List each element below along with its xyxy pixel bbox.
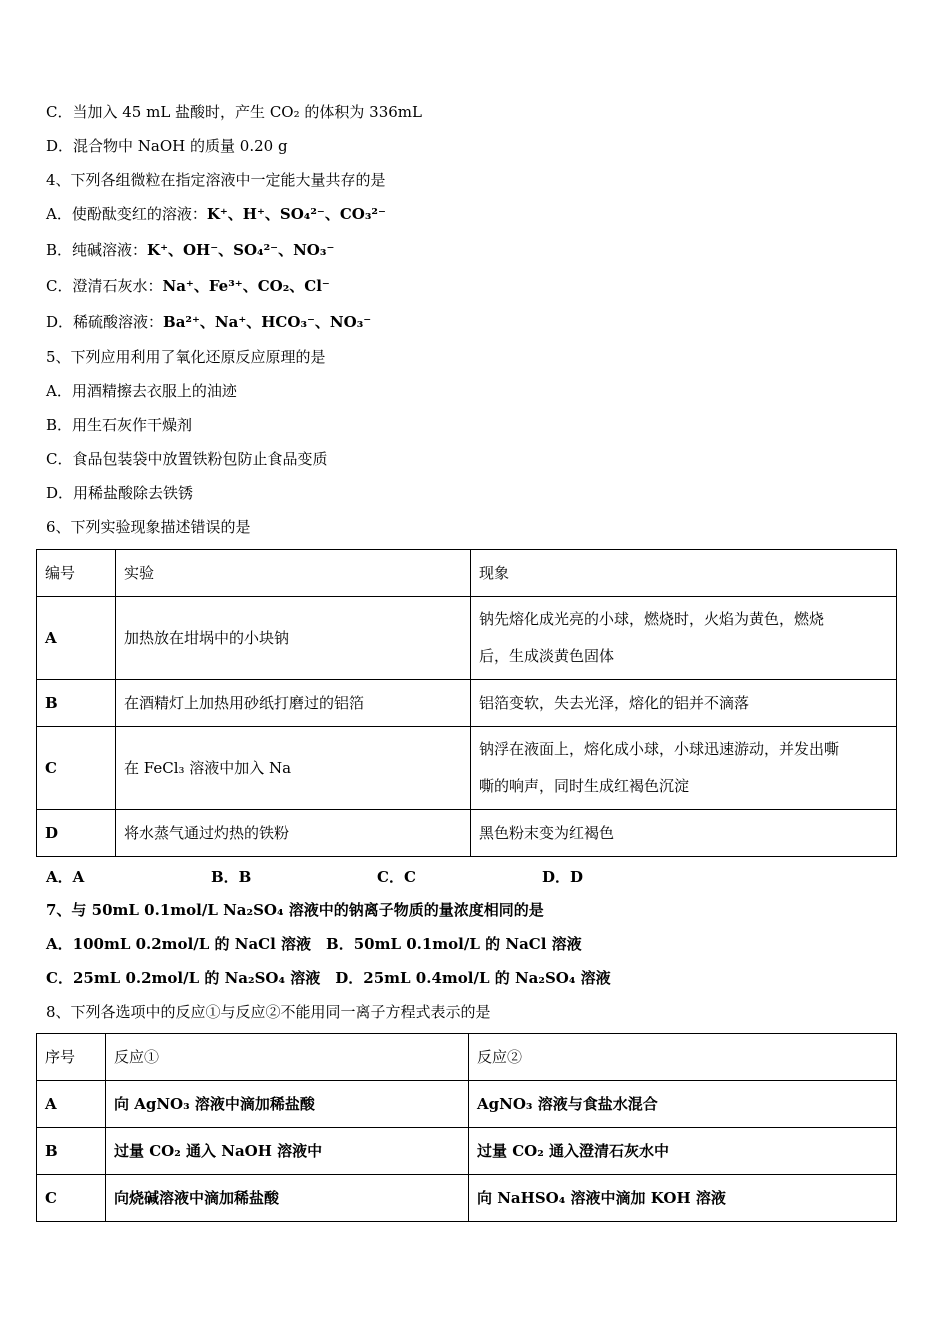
table-row xyxy=(37,810,897,857)
option-label: A．使酚酞变红的溶液： xyxy=(46,205,207,223)
answer-option-c: C．C xyxy=(377,868,416,886)
question-5: 5、下列应用利用了氧化还原反应原理的是 xyxy=(46,348,326,366)
answer-option-b: B．B xyxy=(211,868,252,886)
table-header-row xyxy=(37,1034,897,1081)
table-row xyxy=(37,1175,897,1222)
row-id: A xyxy=(37,1081,106,1128)
header-cell: 实验 xyxy=(116,550,471,597)
experiment-cell: 加热放在坩埚中的小块钠 xyxy=(116,597,471,680)
question-7: 7、与 50mL 0.1mol/L Na₂SO₄ 溶液中的钠离子物质的量浓度相同的是 xyxy=(46,901,544,919)
option-5d: D．用稀盐酸除去铁锈 xyxy=(46,484,194,502)
ions: Na⁺、Fe³⁺、CO₂、Cl⁻ xyxy=(162,277,330,295)
option-5c: C．食品包装袋中放置铁粉包防止食品变质 xyxy=(46,450,328,468)
reaction-1-cell: 向 AgNO₃ 溶液中滴加稀盐酸 xyxy=(106,1081,469,1128)
option-4c xyxy=(46,276,330,296)
option-3d: D．混合物中 NaOH 的质量 0.20 g xyxy=(46,137,288,155)
answer-option-a: A．A xyxy=(46,868,85,886)
question-4: 4、下列各组微粒在指定溶液中一定能大量共存的是 xyxy=(46,171,386,189)
options-7cd: C．25mL 0.2mol/L 的 Na₂SO₄ 溶液 D．25mL 0.4mol/L 的 Na₂SO₄ 溶液 xyxy=(46,969,611,987)
table-reactions xyxy=(36,1033,897,1222)
reaction-1-cell: 过量 CO₂ 通入 NaOH 溶液中 xyxy=(106,1128,469,1175)
phenomenon-cell: 黑色粉末变为红褐色 xyxy=(471,810,897,857)
phenomenon-cell xyxy=(471,597,897,680)
header-cell: 编号 xyxy=(37,550,116,597)
table-row xyxy=(37,597,897,680)
answer-option-d: D．D xyxy=(542,868,584,886)
option-5b: B．用生石灰作干燥剂 xyxy=(46,416,193,434)
option-3c: C．当加入 45 mL 盐酸时，产生 CO₂ 的体积为 336mL xyxy=(46,103,422,121)
experiment-cell: 将水蒸气通过灼热的铁粉 xyxy=(116,810,471,857)
row-id: B xyxy=(37,680,116,727)
table-header-row xyxy=(37,550,897,597)
option-label: D．稀硫酸溶液： xyxy=(46,313,164,331)
phenomenon-line: 钠先熔化成光亮的小球，燃烧时，火焰为黄色，燃烧 xyxy=(479,610,825,628)
row-id: A xyxy=(37,597,116,680)
option-label: B．纯碱溶液： xyxy=(46,241,148,259)
phenomenon-line: 后，生成淡黄色固体 xyxy=(479,647,615,665)
table-row xyxy=(37,1081,897,1128)
table-row xyxy=(37,680,897,727)
reaction-2-cell: 过量 CO₂ 通入澄清石灰水中 xyxy=(469,1128,897,1175)
header-cell: 反应② xyxy=(469,1034,897,1081)
row-id: D xyxy=(37,810,116,857)
question-8: 8、下列各选项中的反应①与反应②不能用同一离子方程式表示的是 xyxy=(46,1003,491,1021)
phenomenon-line: 嘶的响声，同时生成红褐色沉淀 xyxy=(479,777,690,795)
row-id: C xyxy=(37,727,116,810)
ions: K⁺、OH⁻、SO₄²⁻、NO₃⁻ xyxy=(147,241,335,259)
ions: K⁺、H⁺、SO₄²⁻、CO₃²⁻ xyxy=(206,205,386,223)
header-cell: 反应① xyxy=(106,1034,469,1081)
phenomenon-line: 钠浮在液面上，熔化成小球，小球迅速游动，并发出嘶 xyxy=(479,740,840,758)
row-id: C xyxy=(37,1175,106,1222)
table-row xyxy=(37,1128,897,1175)
table-experiments xyxy=(36,549,897,857)
ions: Ba²⁺、Na⁺、HCO₃⁻、NO₃⁻ xyxy=(163,313,372,331)
option-4d xyxy=(46,312,371,332)
options-7ab: A．100mL 0.2mol/L 的 NaCl 溶液 B．50mL 0.1mol/L 的 NaCl 溶液 xyxy=(46,935,582,953)
reaction-2-cell: 向 NaHSO₄ 溶液中滴加 KOH 溶液 xyxy=(469,1175,897,1222)
row-id: B xyxy=(37,1128,106,1175)
header-cell: 序号 xyxy=(37,1034,106,1081)
experiment-cell: 在酒精灯上加热用砂纸打磨过的铝箔 xyxy=(116,680,471,727)
reaction-2-cell: AgNO₃ 溶液与食盐水混合 xyxy=(469,1081,897,1128)
option-label: C．澄清石灰水： xyxy=(46,277,163,295)
table-row xyxy=(37,727,897,810)
reaction-1-cell: 向烧碱溶液中滴加稀盐酸 xyxy=(106,1175,469,1222)
option-4b xyxy=(46,240,334,260)
option-4a xyxy=(46,204,386,224)
question-6: 6、下列实验现象描述错误的是 xyxy=(46,518,251,536)
phenomenon-cell xyxy=(471,727,897,810)
option-5a: A．用酒精擦去衣服上的油迹 xyxy=(46,382,237,400)
phenomenon-cell: 铝箔变软，失去光泽，熔化的铝并不滴落 xyxy=(471,680,897,727)
experiment-cell: 在 FeCl₃ 溶液中加入 Na xyxy=(116,727,471,810)
header-cell: 现象 xyxy=(471,550,897,597)
